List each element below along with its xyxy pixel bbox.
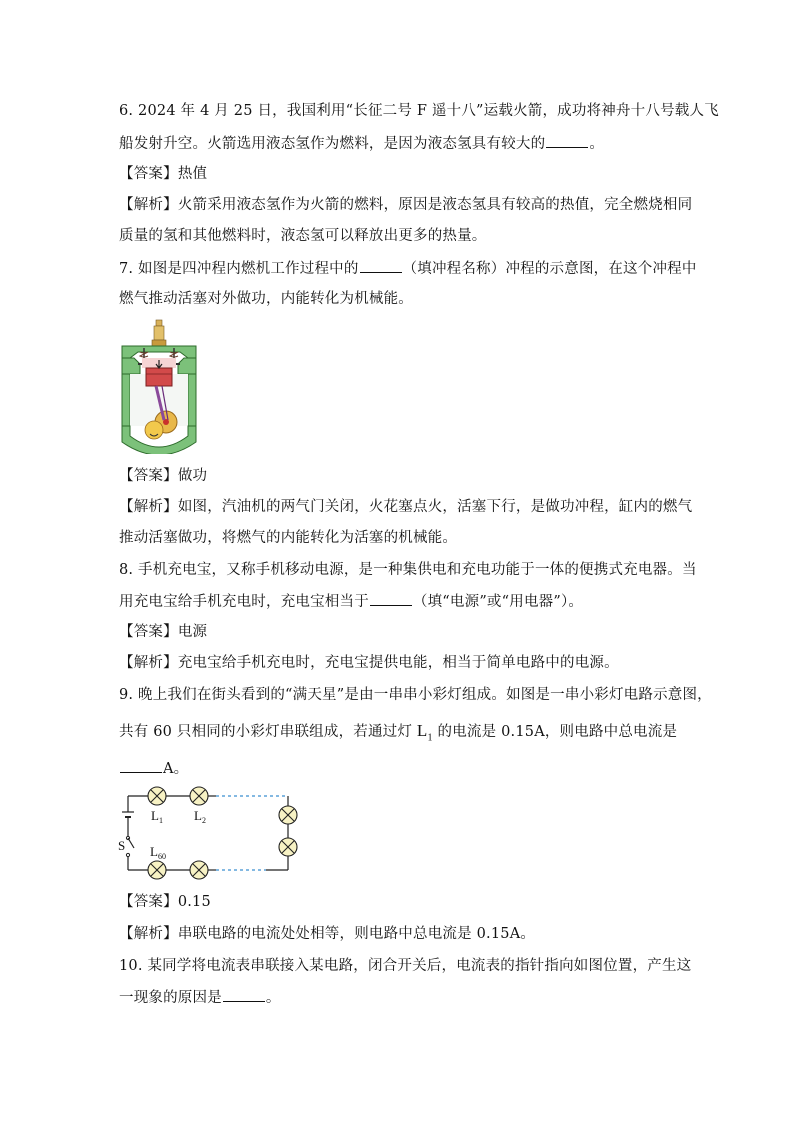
- q9-line-3-end: A。: [163, 761, 189, 777]
- q9-line-2-end: 的电流是 0.15A，则电路中总电流是: [432, 724, 678, 740]
- q9-answer-blank: [120, 758, 162, 773]
- q6-line-2: [119, 133, 604, 154]
- q9-line-1: 9. 晚上我们在街头看到的“满天星”是由一串串小彩灯组成。如图是一串小彩灯电路示意图，: [119, 687, 712, 703]
- q8-line-1: 8. 手机充电宝，又称手机移动电源，是一种集供电和充电功能于一体的便携式充电器。当: [119, 562, 697, 578]
- label-l2: $L_2$: [194, 808, 206, 825]
- q7-answer-blank: [360, 258, 402, 273]
- q7-line-1-text: 7. 如图是四冲程内燃机工作过程中的: [119, 261, 359, 277]
- lamp-l2: [190, 787, 208, 805]
- q6-analysis-1: [119, 195, 692, 215]
- q10-line-1: 10. 某同学将电流表串联接入某电路，闭合开关后，电流表的指针指向如图位置，产生这: [119, 958, 692, 974]
- answer-tag: 【答案】: [119, 468, 178, 484]
- q7-line-1: [119, 258, 697, 279]
- q9-line-2: [119, 721, 677, 748]
- switch-contact: [126, 853, 129, 856]
- lamp-right-top: [279, 806, 297, 824]
- q8-line-2: [119, 591, 583, 612]
- q8-answer: [119, 622, 207, 642]
- q6-line-2-end: 。: [589, 136, 605, 152]
- analysis-tag: 【解析】: [119, 926, 178, 942]
- q7-analysis-text-1: 如图，汽油机的两气门关闭，火花塞点火，活塞下行，是做功冲程，缸内的燃气: [177, 499, 693, 515]
- analysis-tag: 【解析】: [119, 499, 178, 515]
- engine-diagram: [118, 318, 200, 454]
- q10-line-2: [119, 987, 281, 1008]
- q6-analysis-text-1: 火箭采用液态氢作为火箭的燃料，原因是液态氢具有较高的热值，完全燃烧相同: [177, 197, 693, 213]
- q7-line-1-end: （填冲程名称）冲程的示意图，在这个冲程中: [402, 261, 697, 277]
- q7-line-2: 燃气推动活塞对外做功，内能转化为机械能。: [119, 291, 413, 307]
- analysis-tag: 【解析】: [119, 197, 178, 213]
- q9-answer-value: 0.15: [177, 894, 211, 910]
- q8-answer-blank: [370, 591, 412, 606]
- q9-analysis-1: [119, 924, 535, 944]
- q10-answer-blank: [223, 987, 265, 1002]
- q8-line-2-end: （填“电源”或“用电器”）。: [412, 594, 584, 610]
- answer-tag: 【答案】: [119, 624, 178, 640]
- q9-analysis-text-1: 串联电路的电流处处相等，则电路中总电流是 0.15A。: [177, 926, 536, 942]
- label-l1: $L_1$: [151, 808, 163, 825]
- q6-answer-blank: [546, 133, 588, 148]
- q9-lamp-letter: L: [416, 721, 428, 740]
- lamp-bottom-2: [190, 861, 208, 879]
- label-l60: $L_{60}$: [150, 844, 166, 861]
- q7-answer: [119, 466, 207, 486]
- lamp-right-bottom: [279, 838, 297, 856]
- q7-answer-value: 做功: [177, 468, 208, 484]
- answer-tag: 【答案】: [119, 894, 178, 910]
- label-switch: S: [118, 838, 126, 853]
- q8-answer-value: 电源: [177, 624, 208, 640]
- q8-line-2-text: 用充电宝给手机充电时，充电宝相当于: [119, 594, 369, 610]
- q7-analysis-2: 推动活塞做功，将燃气的内能转化为活塞的机械能。: [119, 530, 458, 546]
- q9-lamp-subscript: 1: [427, 732, 433, 744]
- q9-line-2-text: 共有 60 只相同的小彩灯串联组成，若通过灯: [119, 724, 417, 740]
- q10-line-2-end: 。: [265, 990, 281, 1006]
- q8-analysis-text-1: 充电宝给手机充电时，充电宝提供电能，相当于简单电路中的电源。: [177, 655, 619, 671]
- q6-answer: [119, 164, 207, 184]
- q9-line-3: [119, 758, 188, 779]
- q7-analysis-1: [119, 497, 692, 517]
- q6-answer-value: 热值: [177, 166, 208, 182]
- circuit-diagram: [118, 784, 308, 888]
- q6-line-1: 6. 2024 年 4 月 25 日，我国利用“长征二号 F 遥十八”运载火箭，成功将神舟十八号载人飞: [119, 103, 719, 119]
- lamp-l1: [148, 787, 166, 805]
- q10-line-2-text: 一现象的原因是: [119, 990, 222, 1006]
- q9-lamp-label: [416, 721, 433, 744]
- lamp-l60: [148, 861, 166, 879]
- q9-answer: [119, 892, 211, 912]
- q6-line-2-text: 船发射升空。火箭选用液态氢作为燃料，是因为液态氢具有较大的: [119, 136, 546, 152]
- q8-analysis-1: [119, 653, 619, 673]
- analysis-tag: 【解析】: [119, 655, 178, 671]
- answer-tag: 【答案】: [119, 166, 178, 182]
- q6-analysis-2: 质量的氢和其他燃料时，液态氢可以释放出更多的热量。: [119, 228, 487, 244]
